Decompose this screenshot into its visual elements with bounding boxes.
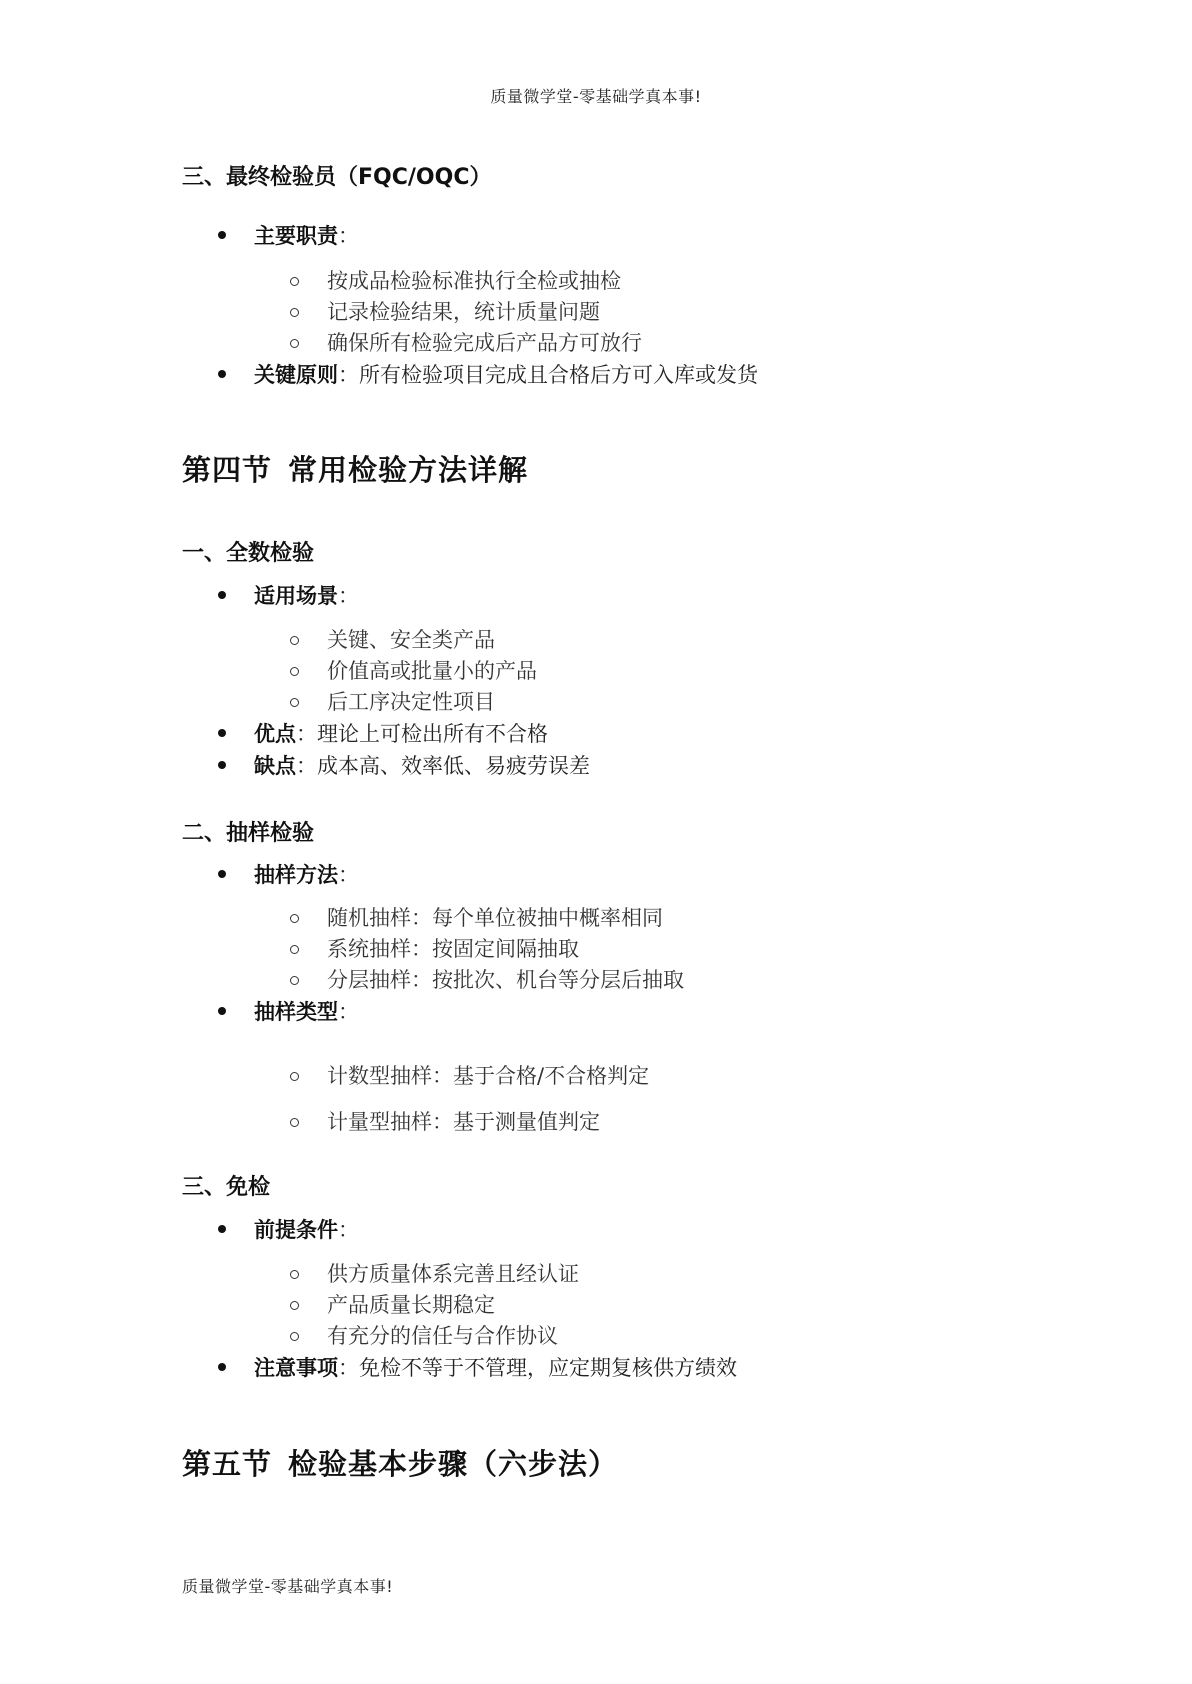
fqc-duty-colon: ：	[338, 224, 359, 248]
list-item	[290, 1289, 495, 1319]
full-scene-colon: ：	[338, 584, 359, 608]
sampling-type-text: 计量型抽样：基于测量值判定	[327, 1110, 600, 1134]
circle-bullet-icon	[290, 1270, 299, 1279]
exempt-cond-label: 前提条件	[254, 1218, 338, 1242]
full-scene-bullet	[218, 580, 359, 610]
full-con-text: ：成本高、效率低、易疲劳误差	[296, 754, 590, 778]
section5-title-number: 第五节	[182, 1447, 273, 1481]
full-pro-text: ：理论上可检出所有不合格	[296, 722, 548, 746]
bullet-icon	[218, 591, 226, 599]
full-pro-label: 优点	[254, 722, 296, 746]
list-item	[290, 327, 642, 357]
list-item	[290, 265, 621, 295]
section4-title-text: 常用检验方法详解	[288, 453, 529, 487]
bullet-icon	[218, 729, 226, 737]
list-item	[290, 686, 495, 716]
sampling-method-colon: ：	[338, 863, 359, 887]
list-item	[290, 902, 663, 932]
full-scene-text: 价值高或批量小的产品	[327, 659, 537, 683]
sampling-heading: 二、抽样检验	[182, 821, 315, 846]
circle-bullet-icon	[290, 976, 299, 985]
exempt-cond-text: 供方质量体系完善且经认证	[327, 1262, 579, 1286]
full-pro-bullet	[218, 718, 548, 748]
sampling-method-text: 系统抽样：按固定间隔抽取	[327, 937, 579, 961]
circle-bullet-icon	[290, 339, 299, 348]
bullet-icon	[218, 1363, 226, 1371]
list-item	[290, 655, 537, 685]
circle-bullet-icon	[290, 667, 299, 676]
exempt-cond-text: 有充分的信任与合作协议	[327, 1324, 558, 1348]
bullet-icon	[218, 1007, 226, 1015]
circle-bullet-icon	[290, 1118, 299, 1127]
fqc-key-label: 关键原则	[254, 363, 338, 387]
circle-bullet-icon	[290, 1301, 299, 1310]
fqc-duty-text: 确保所有检验完成后产品方可放行	[327, 331, 642, 355]
full-con-bullet	[218, 750, 590, 780]
list-item	[290, 964, 684, 994]
bullet-icon	[218, 231, 226, 239]
fqc-duty-text: 按成品检验标准执行全检或抽检	[327, 269, 621, 293]
fqc-heading: 三、最终检验员（FQC/OQC）	[182, 165, 492, 190]
circle-bullet-icon	[290, 698, 299, 707]
bullet-icon	[218, 761, 226, 769]
fqc-key-bullet	[218, 359, 758, 389]
list-item	[290, 1060, 649, 1090]
sampling-method-text: 随机抽样：每个单位被抽中概率相同	[327, 906, 663, 930]
sampling-type-text: 计数型抽样：基于合格/不合格判定	[327, 1064, 650, 1088]
circle-bullet-icon	[290, 277, 299, 286]
bullet-icon	[218, 1225, 226, 1233]
sampling-method-label: 抽样方法	[254, 863, 338, 887]
circle-bullet-icon	[290, 308, 299, 317]
section5-title	[182, 1442, 618, 1483]
full-scene-text: 后工序决定性项目	[327, 690, 495, 714]
circle-bullet-icon	[290, 1332, 299, 1341]
list-item	[290, 1258, 579, 1288]
list-item	[290, 933, 579, 963]
sampling-method-bullet	[218, 859, 359, 889]
exempt-note-label: 注意事项	[254, 1356, 338, 1380]
circle-bullet-icon	[290, 914, 299, 923]
exempt-cond-text: 产品质量长期稳定	[327, 1293, 495, 1317]
full-con-label: 缺点	[254, 754, 296, 778]
exempt-note-bullet	[218, 1352, 737, 1382]
exempt-cond-colon: ：	[338, 1218, 359, 1242]
full-scene-text: 关键、安全类产品	[327, 628, 495, 652]
fqc-duty-bullet	[218, 220, 359, 250]
page-footer: 质量微学堂-零基础学真本事!	[182, 1577, 394, 1596]
section4-title	[182, 448, 528, 489]
circle-bullet-icon	[290, 1072, 299, 1081]
list-item	[290, 296, 600, 326]
sampling-method-text: 分层抽样：按批次、机台等分层后抽取	[327, 968, 684, 992]
list-item	[290, 1106, 600, 1136]
fqc-duty-text: 记录检验结果，统计质量问题	[327, 300, 600, 324]
sampling-type-colon: ：	[338, 1000, 359, 1024]
exempt-heading: 三、免检	[182, 1175, 271, 1200]
list-item	[290, 1320, 558, 1350]
bullet-icon	[218, 370, 226, 378]
fqc-duty-label: 主要职责	[254, 224, 338, 248]
sampling-type-label: 抽样类型	[254, 1000, 338, 1024]
full-scene-label: 适用场景	[254, 584, 338, 608]
full-heading: 一、全数检验	[182, 541, 315, 566]
section4-title-number: 第四节	[182, 453, 273, 487]
section5-title-text: 检验基本步骤（六步法）	[288, 1447, 619, 1481]
circle-bullet-icon	[290, 945, 299, 954]
page-header: 质量微学堂-零基础学真本事!	[490, 87, 702, 106]
circle-bullet-icon	[290, 636, 299, 645]
sampling-type-bullet	[218, 996, 359, 1026]
fqc-key-text: ：所有检验项目完成且合格后方可入库或发货	[338, 363, 758, 387]
list-item	[290, 624, 495, 654]
exempt-cond-bullet	[218, 1214, 359, 1244]
exempt-note-text: ：免检不等于不管理，应定期复核供方绩效	[338, 1356, 737, 1380]
bullet-icon	[218, 870, 226, 878]
